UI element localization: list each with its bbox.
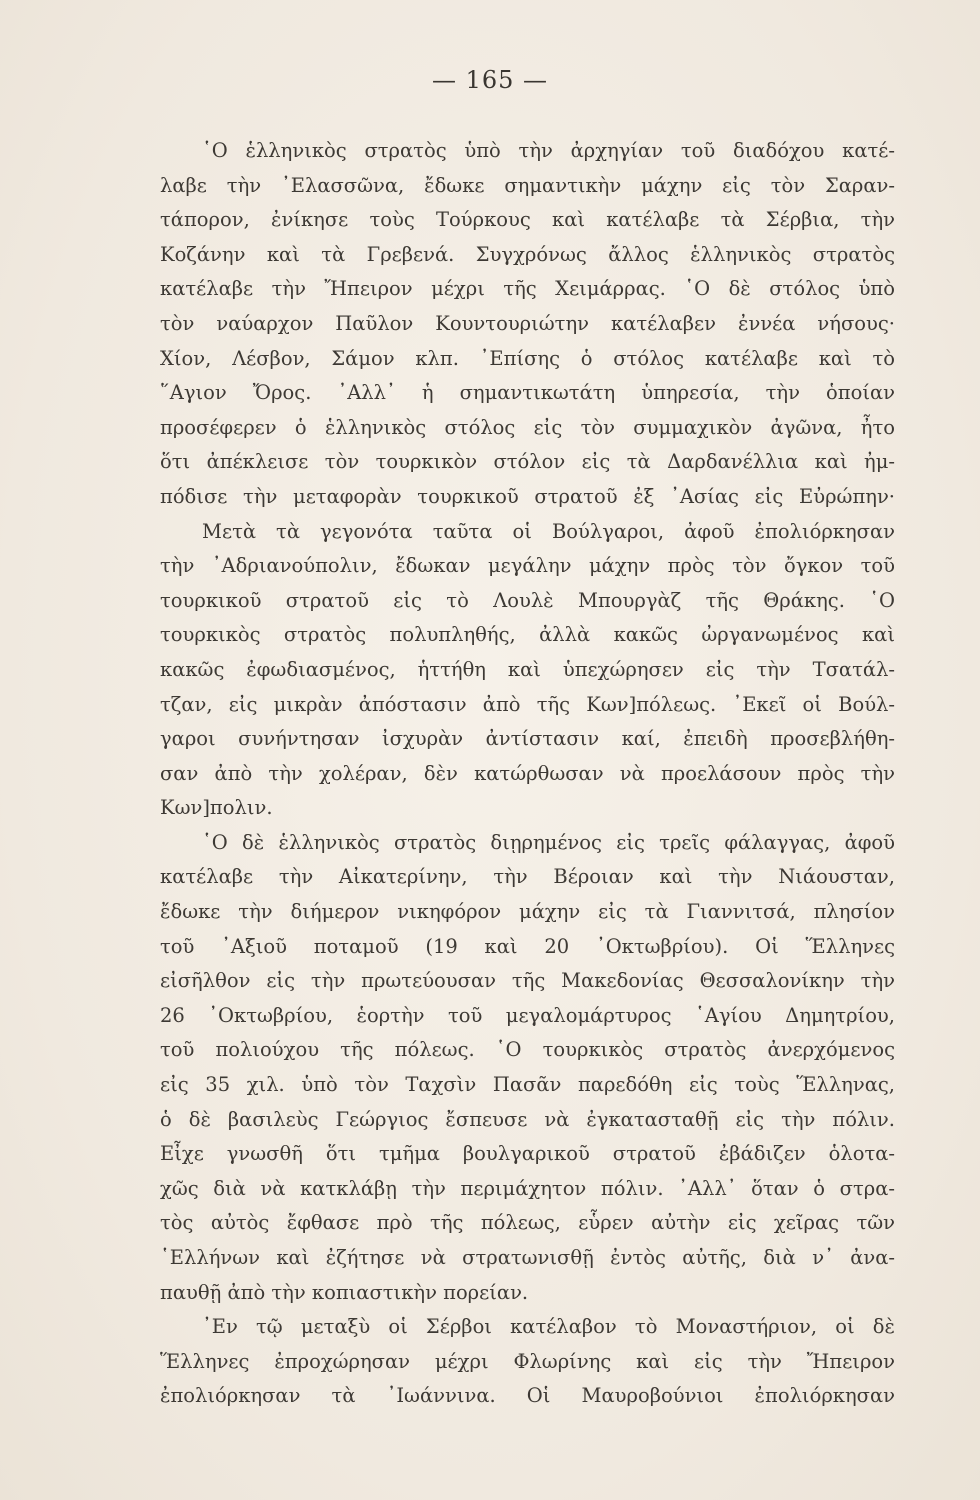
text-line: εἰς 35 χιλ. ὑπὸ τὸν Ταχσὶν Πασᾶν παρεδόθη εἰς τοὺς Ἕλληνας, [160, 1073, 895, 1097]
text-line: Ἕλληνες ἐπροχώρησαν μέχρι Φλωρίνης καὶ εἰς τὴν Ἤπειρον [160, 1349, 895, 1373]
text-line: τάπορον, ἐνίκησε τοὺς Τούρκους καὶ κατέλαβε τὰ Σέρβια, τὴν [160, 208, 895, 232]
text-line: ἐπολιόρκησαν τὰ ᾿Ιωάννινα. Οἱ Μαυροβούνιοι ἐπολιόρκησαν [160, 1384, 895, 1408]
text-line: ἔδωκε τὴν διήμερον νικηφόρον μάχην εἰς τὰ Γιαννιτσά, πλησίον [160, 900, 895, 924]
text-line: παυθῇ ἀπὸ τὴν κοπιαστικὴν πορείαν. [160, 1280, 529, 1304]
text-line: εἰσῆλθον εἰς τὴν πρωτεύουσαν τῆς Μακεδονίας Θεσσαλονίκην τὴν [160, 969, 895, 993]
text-line: Μετὰ τὰ γεγονότα ταῦτα οἱ Βούλγαροι, ἀφοῦ ἐπολιόρκησαν [202, 519, 895, 543]
body-text [160, 134, 895, 1414]
text-line: ὁ δὲ βασιλεὺς Γεώργιος ἔσπευσε νὰ ἐγκατασταθῇ εἰς τὴν πόλιν. [160, 1107, 895, 1131]
text-line: τζαν, εἰς μικρὰν ἀπόστασιν ἀπὸ τῆς Κων]πόλεως. ᾿Εκεῖ οἱ Βούλ- [160, 692, 895, 716]
text-line: τὸς αὐτὸς ἔφθασε πρὸ τῆς πόλεως, εὗρεν αὐτὴν εἰς χεῖρας τῶν [160, 1211, 895, 1235]
text-line: γαροι συνήντησαν ἰσχυρὰν ἀντίστασιν καί, ἐπειδὴ προσεβλήθη- [160, 727, 895, 751]
text-line: τὸν ναύαρχον Παῦλον Κουντουριώτην κατέλαβεν ἐννέα νήσους· [160, 311, 895, 335]
text-line: ῞Αγιον Ὄρος. ᾿Αλλ᾿ ἡ σημαντικωτάτη ὑπηρεσία, τὴν ὁποίαν [160, 381, 895, 405]
text-line: κατέλαβε τὴν Ἤπειρον μέχρι τῆς Χειμάρρας. ῾Ο δὲ στόλος ὑπὸ [160, 277, 895, 301]
text-line: Κοζάνην καὶ τὰ Γρεβενά. Συγχρόνως ἄλλος ἑλληνικὸς στρατὸς [160, 242, 895, 266]
text-line: ῾Ελλήνων καὶ ἐζήτησε νὰ στρατωνισθῇ ἐντὸς αὐτῆς, διὰ ν᾿ ἀνα- [160, 1246, 895, 1269]
text-line: προσέφερεν ὁ ἑλληνικὸς στόλος εἰς τὸν συμμαχικὸν ἀγῶνα, ἦτο [160, 415, 895, 439]
text-line: τουρκικὸς στρατὸς πολυπληθής, ἀλλὰ κακῶς ὠργανωμένος καὶ [160, 623, 895, 647]
text-line: τοῦ ᾿Αξιοῦ ποταμοῦ (19 καὶ 20 ᾿Οκτωβρίου). Οἱ Ἕλληνες [160, 934, 895, 958]
text-line: τοῦ πολιούχου τῆς πόλεως. ῾Ο τουρκικὸς στρατὸς ἀνερχόμενος [160, 1038, 895, 1062]
text-line: κατέλαβε τὴν Αἰκατερίνην, τὴν Βέροιαν καὶ τὴν Νιάουσταν, [160, 865, 895, 889]
text-line: 26 ᾿Οκτωβρίου, ἑορτὴν τοῦ μεγαλομάρτυρος ῾Αγίου Δημητρίου, [160, 1003, 895, 1027]
text-line: τουρκικοῦ στρατοῦ εἰς τὸ Λουλὲ Μπουργὰζ τῆς Θράκης. ῾Ο [160, 588, 895, 612]
text-line: Εἶχε γνωσθῆ ὅτι τμῆμα βουλγαρικοῦ στρατοῦ ἐβάδιζεν ὁλοτα- [160, 1142, 895, 1166]
page-number: — 165 — [431, 66, 549, 94]
text-line: ὅτι ἀπέκλεισε τὸν τουρκικὸν στόλον εἰς τὰ Δαρδανέλλια καὶ ἠμ- [160, 450, 895, 474]
text-line: σαν ἀπὸ τὴν χολέραν, δὲν κατώρθωσαν νὰ προελάσουν πρὸς τὴν [160, 761, 895, 785]
text-line: χῶς διὰ νὰ κατκλάβῃ τὴν περιμάχητον πόλιν. ᾿Αλλ᾿ ὅταν ὁ στρα- [160, 1176, 895, 1200]
text-line: ᾿Εν τῷ μεταξὺ οἱ Σέρβοι κατέλαβον τὸ Μοναστήριον, οἱ δὲ [202, 1315, 895, 1339]
text-line: κακῶς ἐφωδιασμένος, ἡττήθη καὶ ὑπεχώρησεν εἰς τὴν Τσατάλ- [160, 657, 895, 681]
text-line: Χίον, Λέσβον, Σάμον κλπ. ᾿Επίσης ὁ στόλος κατέλαβε καὶ τὸ [160, 346, 895, 370]
text-line: ῾Ο ἑλληνικὸς στρατὸς ὑπὸ τὴν ἀρχηγίαν τοῦ διαδόχου κατέ- [202, 139, 895, 162]
text-line: Κων]πολιν. [160, 796, 273, 820]
text-line: ῾Ο δὲ ἑλληνικὸς στρατὸς διῃρημένος εἰς τρεῖς φάλαγγας, ἀφοῦ [202, 830, 895, 854]
text-line: λαβε τὴν ᾿Ελασσῶνα, ἔδωκε σημαντικὴν μάχην εἰς τὸν Σαραν- [160, 173, 895, 197]
text-line: τὴν ᾿Αδριανούπολιν, ἔδωκαν μεγάλην μάχην πρὸς τὸν ὄγκον τοῦ [160, 554, 895, 578]
text-line: πόδισε τὴν μεταφορὰν τουρκικοῦ στρατοῦ ἐξ ᾿Ασίας εἰς Εὐρώπην· [160, 484, 895, 508]
